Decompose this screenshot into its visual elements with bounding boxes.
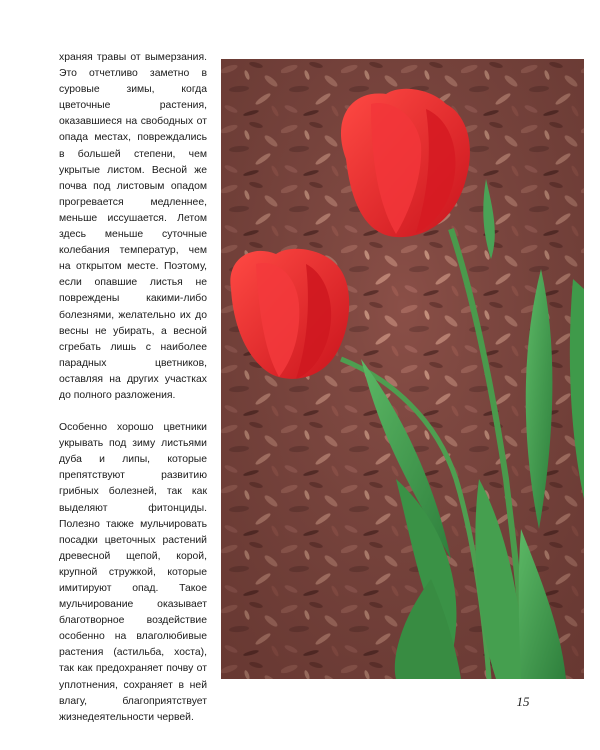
page-number: 15 bbox=[516, 694, 530, 709]
paragraph-1: храняя травы от вымерзания. Это отчетливо заметно в суровые зимы, когда цветочные растения, оказавшиеся на свободных от опада местах, повреждались в большей степени, чем укрытые листом. Весной же почва под листовым опадом прогревается медленнее, меньше иссушается. Летом здесь меньше суточные колебания температур, чем на открытом месте. Поэтому, если опавшие листья не повреждены какими-либо болезнями, желательно их до весны не убирать, а весной сгребать лишь с наиболее парадных цветников, оставляя на других участках до полного разложения. bbox=[59, 52, 207, 401]
paragraph-2: Особенно хорошо цветники укрывать под зиму листьями дуба и липы, которые препятствуют развитию грибных болезней, так как выделяют фитонциды. Полезно также мульчировать посадки цветочных растений древесной щепой, корой, крупной стружкой, которые имитируют опад. Такое мульчирование оказывает благотворное воздействие особенно на влаголюбивые растения (астильба, хоста), так как предохраняет почву от уплотнения, сохраняет в ней влагу, благоприятствует жизнедеятельности червей. bbox=[59, 422, 207, 723]
tulip-photo bbox=[221, 59, 584, 679]
tulip-illustration bbox=[221, 59, 584, 679]
article-text-column bbox=[59, 50, 207, 726]
